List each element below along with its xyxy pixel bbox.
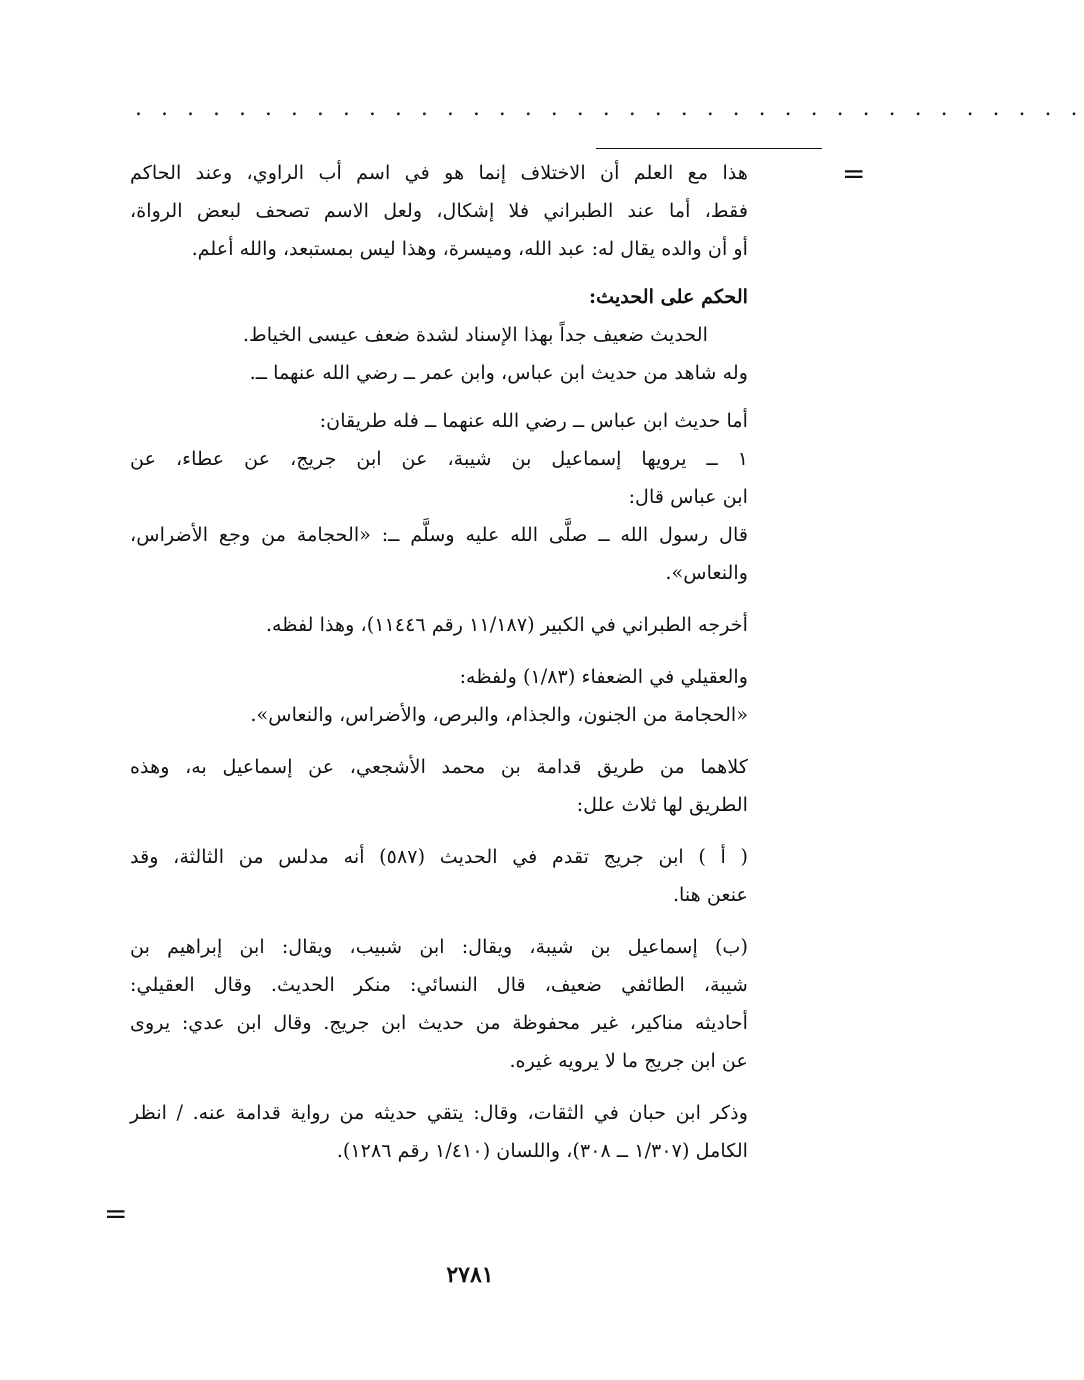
text-line: «الحجامة من الجنون، والجذام، والبرص، والأضراس، والنعاس».: [250, 703, 748, 726]
paragraph-defect-a: [130, 838, 748, 914]
header-dots-divider: . . . . . . . . . . . . . . . . . . . . . . . . . . . . . . . . . . . . .: [135, 96, 1084, 121]
text-line: عنعن هنا.: [672, 883, 748, 906]
text-line: كلاهما من طريق قدامة بن محمد الأشجعي، عن إسماعيل به، وهذه: [130, 755, 748, 778]
text-line: ١ ــ يرويها إسماعيل بن شيبة، عن ابن جريج، عن عطاء، عن: [130, 447, 748, 470]
header-rule: [596, 148, 822, 149]
text-line: وله شاهد من حديث ابن عباس، وابن عمر ــ رضي الله عنهما ــ.: [249, 361, 748, 384]
text-line: والنعاس».: [665, 561, 748, 584]
page-number: ٢٧٨١: [446, 1262, 494, 1288]
continuation-mark-bottom: =: [104, 1197, 128, 1230]
paragraph-ruling: [130, 278, 748, 392]
paragraph-intro: [130, 154, 748, 268]
text-line: عن ابن جريج ما لا يرويه غيره.: [509, 1049, 748, 1072]
text-line: هذا مع العلم أن الاختلاف إنما هو في اسم أب الراوي، وعند الحاكم: [130, 161, 748, 184]
paragraph-ibn-abbas: [130, 402, 748, 592]
paragraph-both-routes: [130, 748, 748, 824]
page-body: [130, 154, 748, 1170]
text-line: أخرجه الطبراني في الكبير (١١/١٨٧ رقم ١١٤٤٦)، وهذا لفظه.: [265, 613, 748, 636]
text-line: شيبة، الطائفي ضعيف، قال النسائي: منكر الحديث. وقال العقيلي:: [130, 973, 748, 996]
text-line: أو أن والده يقال له: عبد الله، وميسرة، وهذا ليس بمستبعد، والله أعلم.: [191, 237, 748, 260]
text-line: قال رسول الله ــ صلَّى الله عليه وسلَّم ــ: «الحجامة من وجع الأضراس،: [130, 523, 748, 546]
paragraph-ibn-hibban: [130, 1094, 748, 1170]
text-line: (ب) إسماعيل بن شيبة، ويقال: ابن شبيب، ويقال: ابن إبراهيم بن: [130, 935, 748, 958]
continuation-mark-top: =: [842, 157, 866, 190]
text-line: وذكر ابن حبان في الثقات، وقال: يتقي حديثه من رواية قدامة عنه. / انظر: [130, 1101, 748, 1124]
text-line: أما حديث ابن عباس ــ رضي الله عنهما ــ فله طريقان:: [319, 409, 748, 432]
text-line: أحاديثه مناكير، غير محفوظة من حديث ابن جريج. وقال ابن عدي: يروى: [130, 1011, 748, 1034]
text-line: فقط، أما عند الطبراني فلا إشكال، ولعل الاسم تصحف لبعض الرواة،: [130, 199, 748, 222]
text-line: ابن عباس قال:: [628, 485, 748, 508]
text-line: الحديث ضعيف جداً بهذا الإسناد لشدة ضعف عيسى الخياط.: [242, 323, 708, 346]
text-line: الكامل (١/٣٠٧ ــ ٣٠٨)، واللسان (١/٤١٠ رقم ١٢٨٦).: [336, 1139, 748, 1162]
paragraph-tabarani: [130, 606, 748, 644]
section-heading: الحكم على الحديث:: [589, 285, 748, 308]
paragraph-uqayli: [130, 658, 748, 734]
text-line: والعقيلي في الضعفاء (١/٨٣) ولفظه:: [459, 665, 748, 688]
text-line: الطريق لها ثلاث علل:: [576, 793, 748, 816]
text-line: ( أ ) ابن جريج تقدم في الحديث (٥٨٧) أنه مدلس من الثالثة، وقد: [130, 845, 748, 868]
paragraph-defect-b: [130, 928, 748, 1080]
